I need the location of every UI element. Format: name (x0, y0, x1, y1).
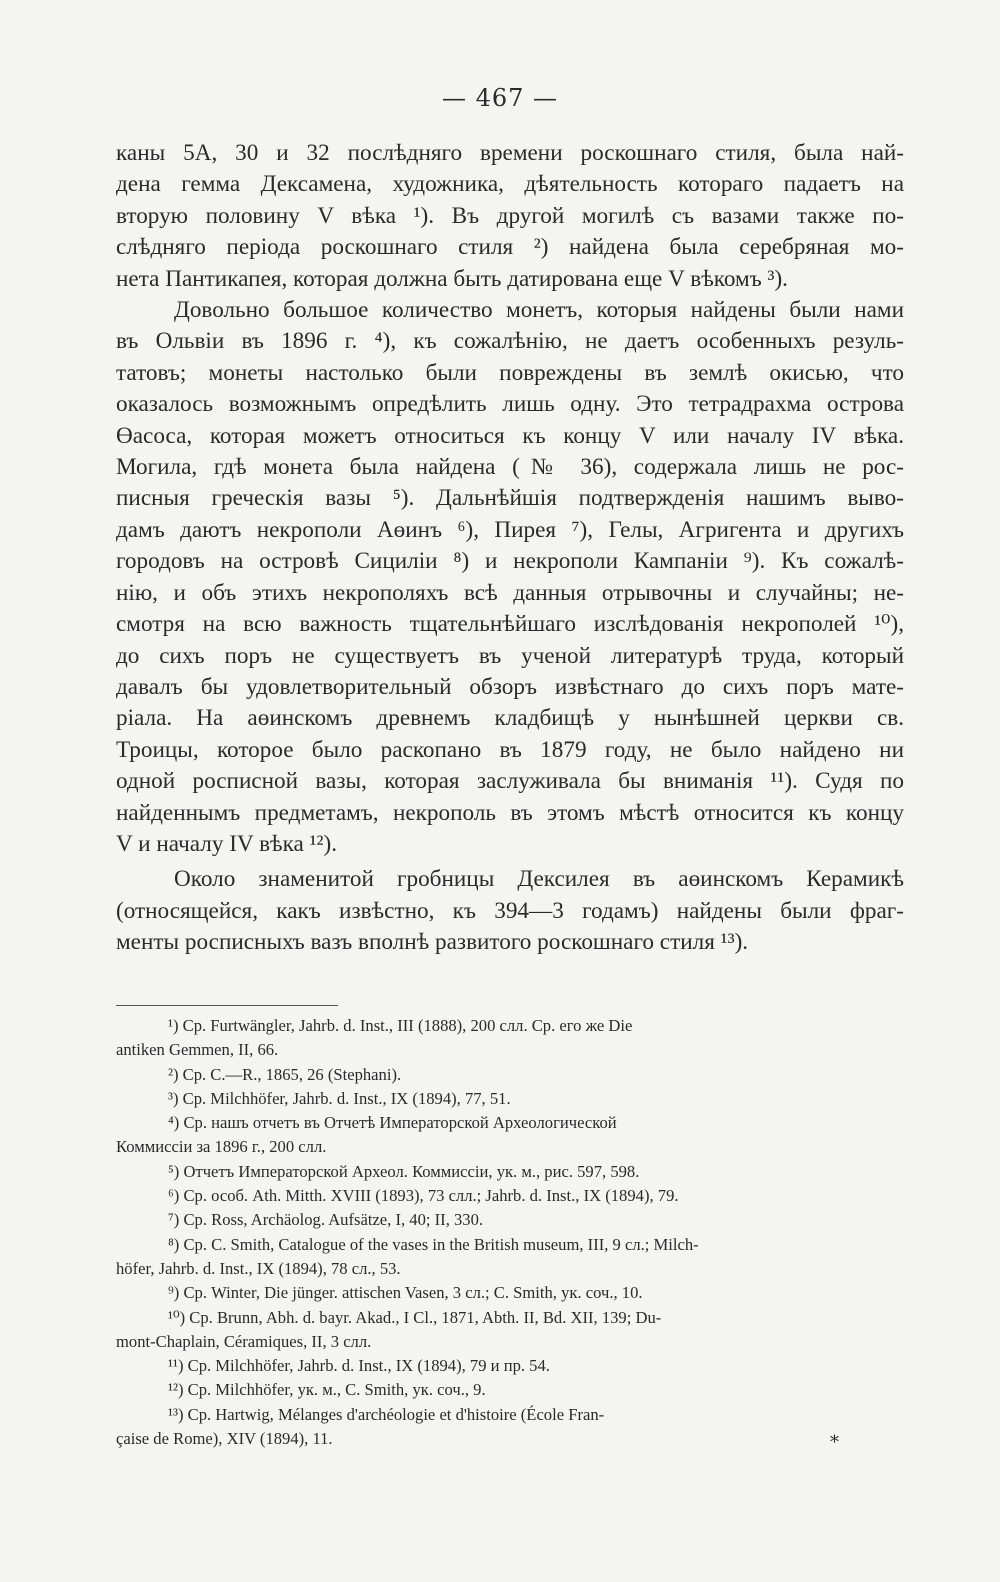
footnote-line: Коммиссіи за 1896 г., 200 слл. (116, 1137, 327, 1157)
footnote-line: ¹²) Ср. Milchhöfer, ук. м., C. Smith, ук. соч., 9. (168, 1380, 486, 1400)
text-line: V и началу IV вѣка ¹²). (116, 830, 338, 857)
footnote-line: ¹⁰) Ср. Brunn, Abh. d. bayr. Akad., I Cl., 1871, Abth. II, Bd. XII, 139; Du- (168, 1307, 662, 1327)
text-line: до сихъ поръ не существуетъ въ ученой литературѣ труда, который (116, 642, 904, 669)
footnote-line: ¹) Ср. Furtwängler, Jahrb. d. Inst., III (1888), 200 слл. Ср. его же Die (168, 1016, 633, 1035)
text-line: писныя греческія вазы ⁵). Дальнѣйшія подтвержденія нашимъ выво- (116, 485, 904, 512)
text-line: нію, и объ этихъ некрополяхъ всѣ данныя отрывочны и случайны; не- (116, 579, 904, 606)
text-line: Около знаменитой гробницы Дексилея въ аөинскомъ Керамикѣ (174, 866, 904, 893)
text-line: найденнымъ предметамъ, некрополь въ этомъ мѣстѣ относится къ концу (116, 799, 904, 826)
footnote-line: ⁷) Ср. Ross, Archäolog. Aufsätze, I, 40; II, 330. (168, 1210, 484, 1230)
footnote-line: ⁹) Ср. Winter, Die jünger. attischen Vasen, 3 сл.; C. Smith, ук. соч., 10. (168, 1283, 643, 1303)
footnote-line: ⁵) Отчетъ Императорской Археол. Коммиссіи, ук. м., рис. 597, 598. (168, 1161, 640, 1181)
footnote-line: höfer, Jahrb. d. Inst., IX (1894), 78 сл., 53. (116, 1258, 401, 1278)
text-line: слѣдняго періода роскошнаго стиля ²) найдена была серебряная мо- (116, 234, 904, 261)
footnote-line: ²) Ср. C.—R., 1865, 26 (Stephani). (168, 1064, 402, 1084)
text-line: смотря на всю важность тщательнѣйшаго изслѣдованія некрополей ¹⁰), (116, 611, 904, 638)
footnote (116, 1184, 904, 1208)
footnote-line: ³) Ср. Milchhöfer, Jahrb. d. Inst., IX (1894), 77, 51. (168, 1088, 511, 1108)
footnote (116, 1208, 904, 1232)
footnote (116, 1306, 904, 1355)
footnotes (116, 1014, 904, 1451)
signature-mark: * (830, 1432, 839, 1453)
footnote-line: çaise de Rome), XIV (1894), 11. (116, 1429, 333, 1449)
paragraph (116, 138, 904, 295)
text-line: оказалось возможнымъ опредѣлить лишь одну. Это тетрадрахма острова (116, 391, 904, 418)
text-line: одной росписной вазы, которая заслуживала бы вниманія ¹¹). Судя по (116, 768, 904, 795)
footnote (116, 1354, 904, 1378)
footnote (116, 1087, 904, 1111)
text-line: (относящейся, какъ извѣстно, къ 394—3 годамъ) найдены были фраг- (116, 897, 904, 924)
footnote (116, 1014, 904, 1063)
main-text (116, 138, 904, 959)
footnote (116, 1378, 904, 1402)
paragraph (116, 864, 904, 958)
footnote (116, 1063, 904, 1087)
text-line: въ Ольвіи въ 1896 г. ⁴), къ сожалѣнію, не даетъ особенныхъ резуль- (116, 328, 904, 355)
footnote (116, 1281, 904, 1305)
text-line: каны 5А, 30 и 32 послѣдняго времени роскошнаго стиля, была най- (116, 140, 904, 166)
footnote (116, 1403, 904, 1452)
text-line: вторую половину V вѣка ¹). Въ другой могилѣ съ вазами также по- (116, 202, 904, 229)
footnote-line: ⁸) Ср. C. Smith, Catalogue of the vases in the British museum, III, 9 сл.; Milch- (168, 1234, 699, 1254)
footnote-line: ¹¹) Ср. Milchhöfer, Jahrb. d. Inst., IX (1894), 79 и пр. 54. (168, 1356, 550, 1376)
footnote (116, 1160, 904, 1184)
text-line: городовъ на островѣ Сициліи ⁸) и некрополи Кампаніи ⁹). Къ сожалѣ- (116, 548, 904, 575)
text-line: Троицы, которое было раскопано въ 1879 году, не было найдено ни (116, 736, 904, 763)
text-line: давалъ бы удовлетворительный обзоръ извѣстнаго до сихъ поръ мате- (116, 673, 904, 700)
text-line: ріала. На аөинскомъ древнемъ кладбищѣ у нынѣшней церкви св. (116, 705, 904, 732)
footnote-line: ⁴) Ср. нашъ отчетъ въ Отчетѣ Императорской Археологической (168, 1113, 617, 1133)
text-line: Могила, гдѣ монета была найдена (№ 36), содержала лишь не рос- (116, 454, 904, 481)
text-line: Довольно большое количество монетъ, которыя найдены были нами (174, 297, 904, 324)
text-line: дамъ даютъ некрополи Аөинъ ⁶), Пирея ⁷), Гелы, Агригента и другихъ (116, 516, 904, 543)
page-number: — 467 — (441, 84, 559, 112)
text-line: татовъ; монеты настолько были повреждены въ землѣ окисью, что (116, 359, 904, 386)
paragraph (116, 295, 904, 860)
footnote (116, 1111, 904, 1160)
footnote-line: antiken Gemmen, II, 66. (116, 1040, 279, 1060)
footnote-separator (116, 1005, 338, 1006)
footnote-line: ⁶) Ср. особ. Ath. Mitth. XVIII (1893), 73 слл.; Jahrb. d. Inst., IX (1894), 79. (168, 1186, 679, 1206)
footnote-line: mont-Chaplain, Céramiques, II, 3 слл. (116, 1331, 372, 1351)
text-line: нета Пантикапея, которая должна быть датирована еще V вѣкомъ ³). (116, 265, 788, 292)
footnote (116, 1233, 904, 1282)
text-line: менты росписныхъ вазъ вполнѣ развитого роскошнаго стиля ¹³). (116, 929, 749, 956)
footnote-line: ¹³) Ср. Hartwig, Mélanges d'archéologie et d'histoire (École Fran- (168, 1404, 605, 1424)
text-line: дена гемма Дексамена, художника, дѣятельность котораго падаетъ на (116, 171, 904, 198)
text-line: Өасоса, которая можетъ относиться къ концу V или началу IV вѣка. (116, 422, 904, 449)
